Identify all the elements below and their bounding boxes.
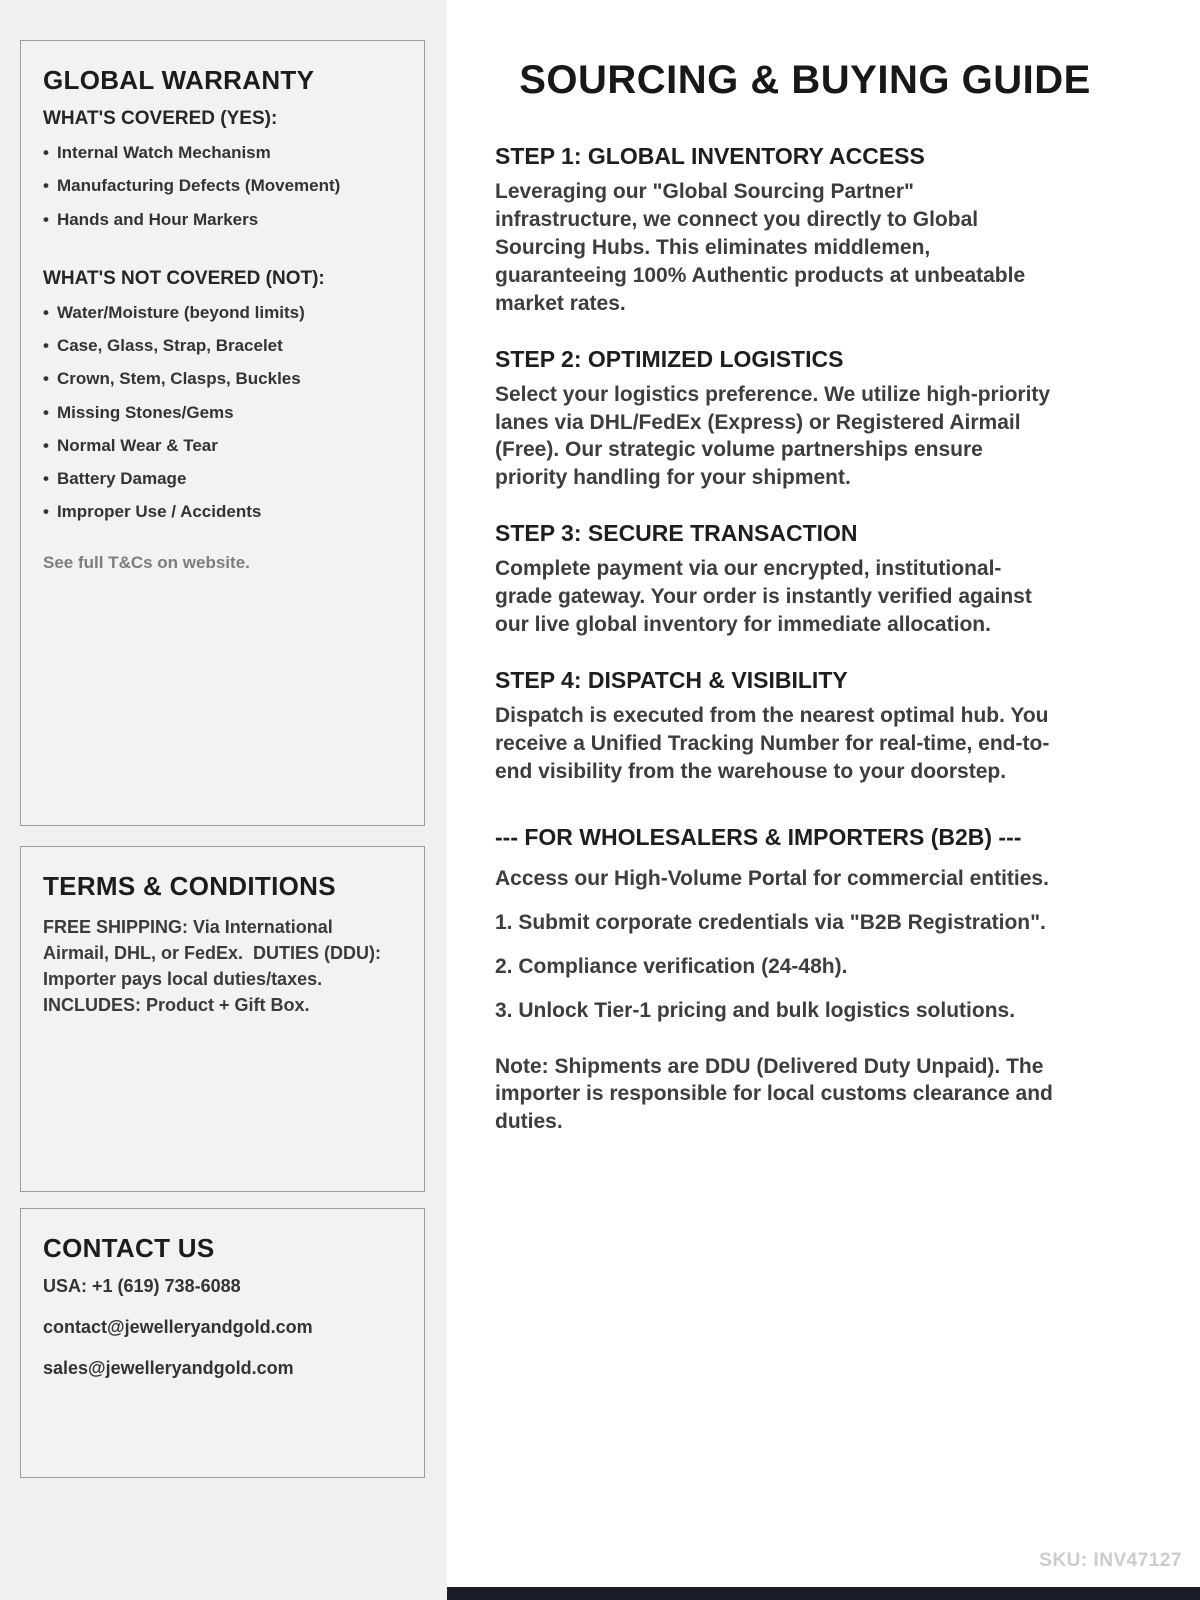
bottom-bar [447, 1587, 1200, 1600]
step-4-body: Dispatch is executed from the nearest optimal hub. You receive a Unified Tracking Number for real-time, end-to-end visibility from the warehouse to your doorstep. [495, 704, 1050, 783]
sidebar [0, 0, 447, 1600]
step-3-body: Complete payment via our encrypted, institutional-grade gateway. Your order is instantly verified against our live global inventory for immediate allocation. [495, 557, 1032, 637]
b2b-heading: --- FOR WHOLESALERS & IMPORTERS (B2B) --- [495, 823, 1022, 850]
step-2 [495, 346, 1115, 493]
list-item: • Improper Use / Accidents [43, 501, 402, 522]
step-1-heading: STEP 1: GLOBAL INVENTORY ACCESS [495, 143, 925, 169]
list-item: • Missing Stones/Gems [43, 402, 402, 423]
b2b-item-3: 3. Unlock Tier-1 pricing and bulk logistics solutions. [495, 998, 1016, 1022]
contact-email-sales: sales@jewelleryandgold.com [43, 1358, 294, 1378]
contact-box [20, 1208, 425, 1478]
list-item: • Normal Wear & Tear [43, 435, 402, 456]
warranty-covered-heading: WHAT'S COVERED (YES): [43, 108, 278, 129]
list-item: • Internal Watch Mechanism [43, 142, 402, 163]
b2b-section [495, 824, 1115, 1136]
list-item: • Crown, Stem, Clasps, Buckles [43, 368, 402, 389]
page-title: SOURCING & BUYING GUIDE [519, 58, 1091, 102]
contact-title: CONTACT US [43, 1233, 215, 1263]
warranty-box [20, 40, 425, 826]
warranty-not-covered-heading: WHAT'S NOT COVERED (NOT): [43, 267, 325, 289]
list-item: • Hands and Hour Markers [43, 209, 402, 230]
contact-email-primary: contact@jewelleryandgold.com [43, 1317, 313, 1337]
b2b-intro: Access our High-Volume Portal for commercial entities. [495, 866, 1049, 890]
contact-phone: USA: +1 (619) 738-6088 [43, 1276, 241, 1296]
step-3 [495, 520, 1115, 639]
b2b-note: Note: Shipments are DDU (Delivered Duty Unpaid). The importer is responsible for local customs clearance and duties. [495, 1054, 1053, 1134]
terms-box [20, 846, 425, 1192]
step-4-heading: STEP 4: DISPATCH & VISIBILITY [495, 667, 848, 694]
list-item: • Manufacturing Defects (Movement) [43, 175, 402, 196]
warranty-title: GLOBAL WARRANTY [43, 65, 315, 95]
list-item: • Water/Moisture (beyond limits) [43, 302, 402, 323]
step-2-heading: STEP 2: OPTIMIZED LOGISTICS [495, 345, 844, 372]
main-content [447, 0, 1200, 1600]
warranty-not-covered-list [43, 302, 402, 523]
list-item: • Battery Damage [43, 468, 402, 489]
terms-title: TERMS & CONDITIONS [43, 871, 336, 901]
warranty-covered-list [43, 142, 402, 230]
step-1-body: Leveraging our "Global Sourcing Partner" infrastructure, we connect you directly to Global Sourcing Hubs. This eliminates middlemen, guaranteeing 100% Authentic products at unbeatable market rates. [495, 180, 1026, 315]
step-4 [495, 667, 1115, 786]
warranty-footnote: See full T&Cs on website. [43, 552, 250, 572]
step-1 [495, 143, 1115, 318]
step-2-body: Select your logistics preference. We utilize high-priority lanes via DHL/FedEx (Express) or Registered Airmail (Free). Our strategic volume partnerships ensure priority handling for your shipment. [495, 382, 1051, 490]
list-item: • Case, Glass, Strap, Bracelet [43, 335, 402, 356]
b2b-item-2: 2. Compliance verification (24-48h). [495, 954, 848, 978]
sku-label: SKU: INV47127 [1039, 1550, 1182, 1571]
terms-body: FREE SHIPPING: Via International Airmail, DHL, or FedEx. DUTIES (DDU): Importer pays local duties/taxes. INCLUDES: Product + Gift Box. [43, 917, 387, 1016]
b2b-item-1: 1. Submit corporate credentials via "B2B Registration". [495, 910, 1046, 934]
step-3-heading: STEP 3: SECURE TRANSACTION [495, 520, 858, 547]
